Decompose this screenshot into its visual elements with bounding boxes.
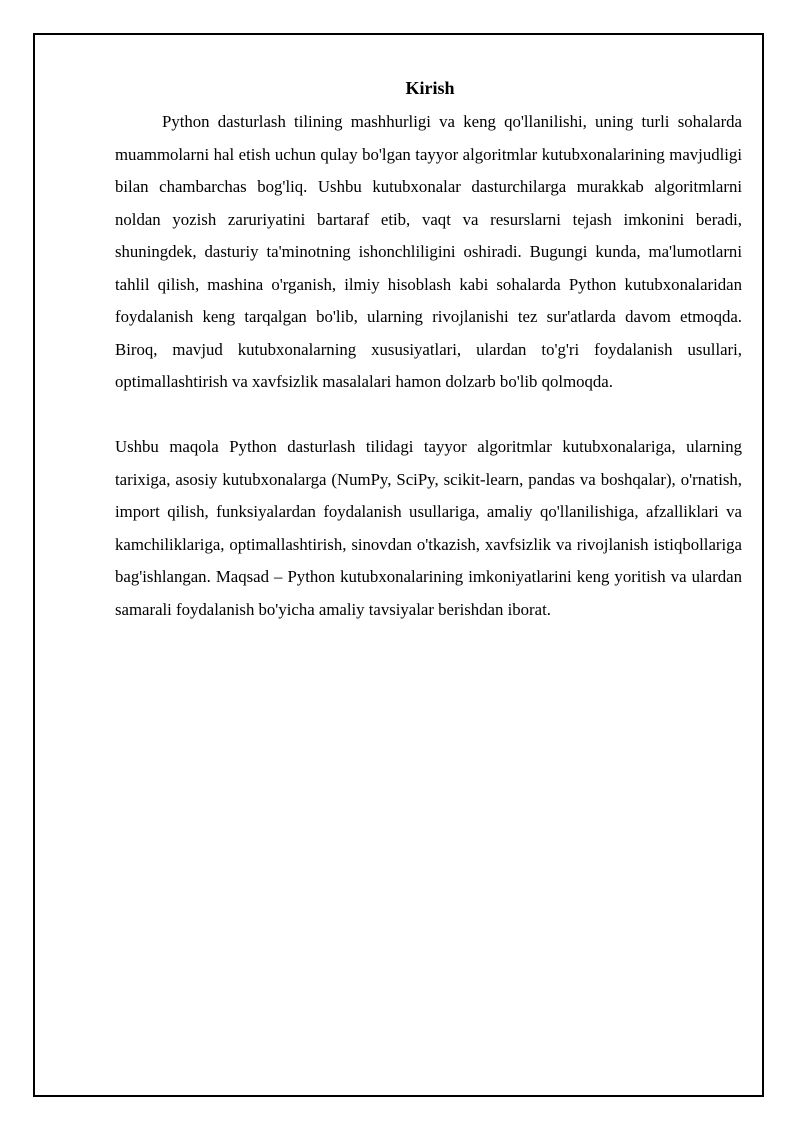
intro-paragraph-1: Python dasturlash tilining mashhurligi va keng qo'llanilishi, uning turli sohalarda muammolarni hal etish uchun qulay bo'lgan tayyor algoritmlar kutubxonalarining mavjudligi bilan chambarchas bog'liq. Ushbu kutubxonalar dasturchilarga murakkab algoritmlarni noldan yozish zaruriyatini bartaraf etib, vaqt va resurslarni tejash imkonini beradi, shuningdek, dasturiy ta'minotning ishonchliligini oshiradi. Bugungi kunda, ma'lumotlarni tahlil qilish, mashina o'rganish, ilmiy hisoblash kabi sohalarda Python kutubxonalaridan foydalanish keng tarqalgan bo'lib, ularning rivojlanishi tez sur'atlarda davom etmoqda. Biroq, mavjud kutubxonalarning xususiyatlari, ulardan to'g'ri foydalanish usullari, optimallashtirish va xavfsizlik masalalari hamon dolzarb bo'lib qolmoqda.	[115, 112, 742, 391]
section-title: Kirish	[405, 78, 455, 98]
paragraph-spacer	[115, 399, 742, 432]
intro-paragraph-2: Ushbu maqola Python dasturlash tilidagi tayyor algoritmlar kutubxonalariga, ularning tarixiga, asosiy kutubxonalarga (NumPy, SciPy, scikit-learn, pandas va boshqalar), o'rnatish, import qilish, funksiyalardan foydalanish usullariga, amaliy qo'llanilishiga, afzalliklari va kamchiliklariga, optimallashtirish, sinovdan o'tkazish, xavfsizlik va rivojlanish istiqbollariga bag'ishlangan. Maqsad – Python kutubxonalarining imkoniyatlarini keng yoritish va ulardan samarali foydalanish bo'yicha amaliy tavsiyalar berishdan iborat.	[115, 437, 742, 619]
document-body	[115, 74, 742, 626]
